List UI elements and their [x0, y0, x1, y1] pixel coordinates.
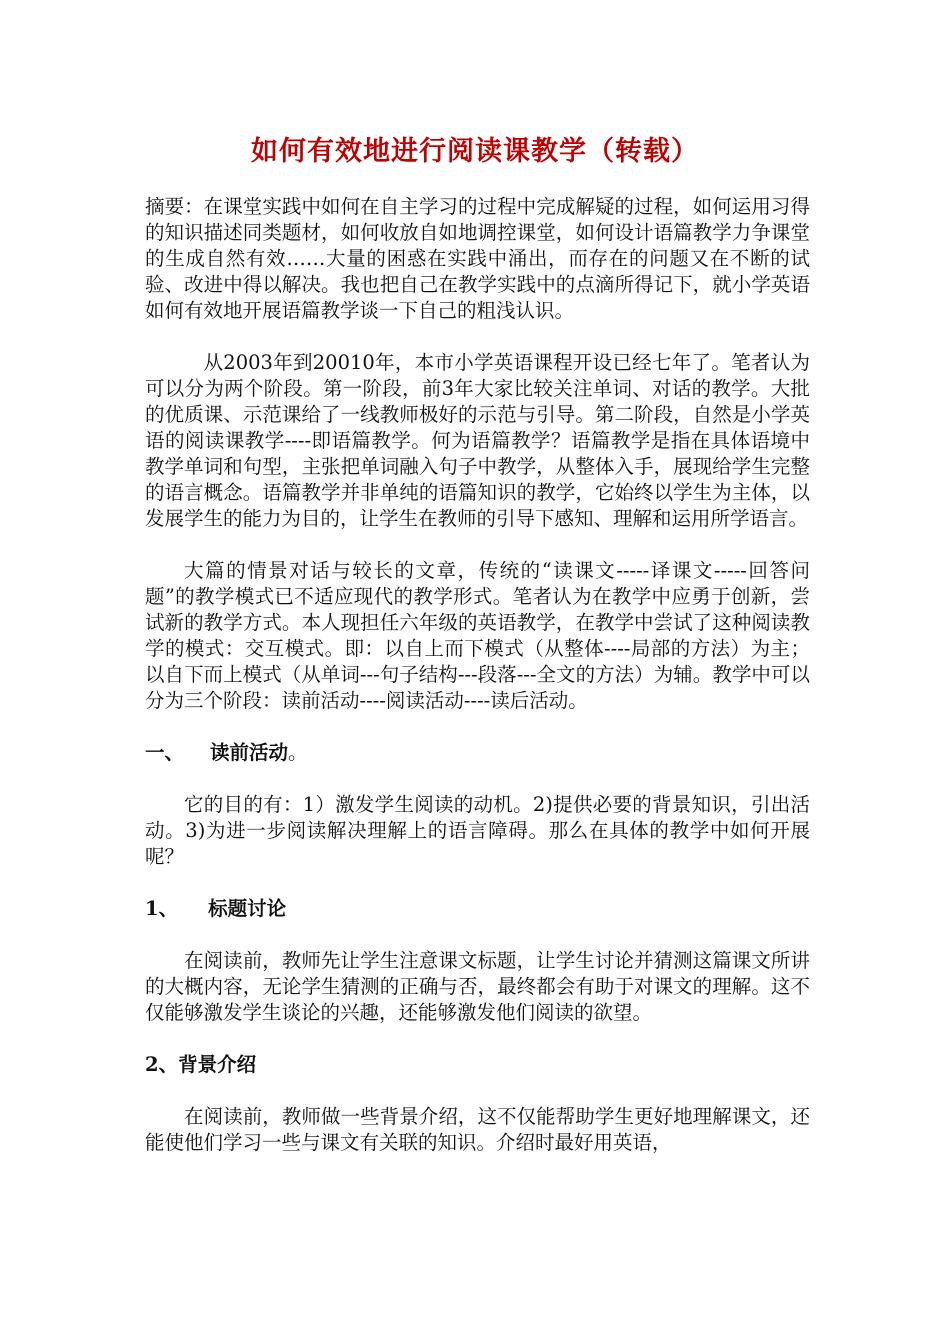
- paragraph-gap: [145, 1026, 810, 1052]
- body-paragraph-3: 它的目的有：1）激发学生阅读的动机。2)提供必要的背景知识，引出活动。3)为进一步阅读解决理解上的语言障碍。那么在具体的教学中如何开展呢？: [145, 793, 810, 868]
- abstract-paragraph: 摘要：在课堂实践中如何在自主学习的过程中完成解疑的过程，如何运用习得的知识描述同类题材，如何收放自如地调控课堂，如何设计语篇教学力争课堂的生成自然有效……大量的困惑在实践中涌出，而存在的问题又在不断的试验、改进中得以解决。我也把自己在教学实践中的点滴所得记下，就小学英语如何有效地开展语篇教学谈一下自己的粗浅认识。: [145, 195, 810, 322]
- paragraph-gap: [145, 870, 810, 896]
- body-paragraph-4: 在阅读前，教师先让学生注意课文标题，让学生讨论并猜测这篇课文所讲的大概内容，无论学生猜测的正确与否，最终都会有助于对课文的理解。这不仅能够激发学生谈论的兴趣，还能够激发他们阅读的欲望。: [145, 949, 810, 1024]
- section-heading-1: [145, 740, 810, 766]
- paragraph-gap: [145, 532, 810, 558]
- subsection-heading-2: 2、背景介绍: [145, 1053, 257, 1076]
- section-number: 一、: [145, 741, 185, 764]
- paragraph-gap: [145, 766, 810, 792]
- paragraph-gap: [145, 714, 810, 740]
- document-title: 如何有效地进行阅读课教学（转载）: [251, 136, 699, 167]
- section-title: 读前活动: [210, 741, 289, 764]
- body-paragraph-1: 从2003年到20010年，本市小学英语课程开设已经七年了。笔者认为可以分为两个阶段。第一阶段，前3年大家比较关注单词、对话的教学。大批的优质课、示范课给了一线教师极好的示范与引导。第二阶段，自然是小学英语的阅读课教学----即语篇教学。何为语篇教学？语篇教学是指在具体语境中教学单词和句型，主张把单词融入句子中教学，从整体入手，展现给学生完整的语言概念。语篇教学并非单纯的语篇知识的教学，它始终以学生为主体，以发展学生的能力为目的，让学生在教师的引导下感知、理解和运用所学语言。: [145, 351, 810, 530]
- body-paragraph-5: 在阅读前，教师做一些背景介绍，这不仅能帮助学生更好地理解课文，还能使他们学习一些与课文有关联的知识。介绍时最好用英语，: [145, 1105, 810, 1154]
- document-body: [145, 194, 810, 1156]
- paragraph-gap: [145, 922, 810, 948]
- subsection-title: 标题讨论: [208, 897, 287, 920]
- body-paragraph-2: 大篇的情景对话与较长的文章，传统的“读课文-----译课文-----回答问题”的教学模式已不适应现代的教学形式。笔者认为在教学中应勇于创新，尝试新的教学方式。本人现担任六年级的英语教学，在教学中尝试了这种阅读教学的模式：交互模式。即：以自上而下模式（从整体----局部的方法）为主；以自下而上模式（从单词---句子结构---段落---全文的方法）为辅。教学中可以分为三个阶段：读前活动----阅读活动----读后活动。: [145, 559, 810, 712]
- subsection-number: 1、: [145, 897, 179, 920]
- subsection-heading-1: [145, 896, 810, 922]
- paragraph-gap: [145, 1078, 810, 1104]
- paragraph-gap: [145, 324, 810, 350]
- section-suffix: 。: [288, 741, 308, 764]
